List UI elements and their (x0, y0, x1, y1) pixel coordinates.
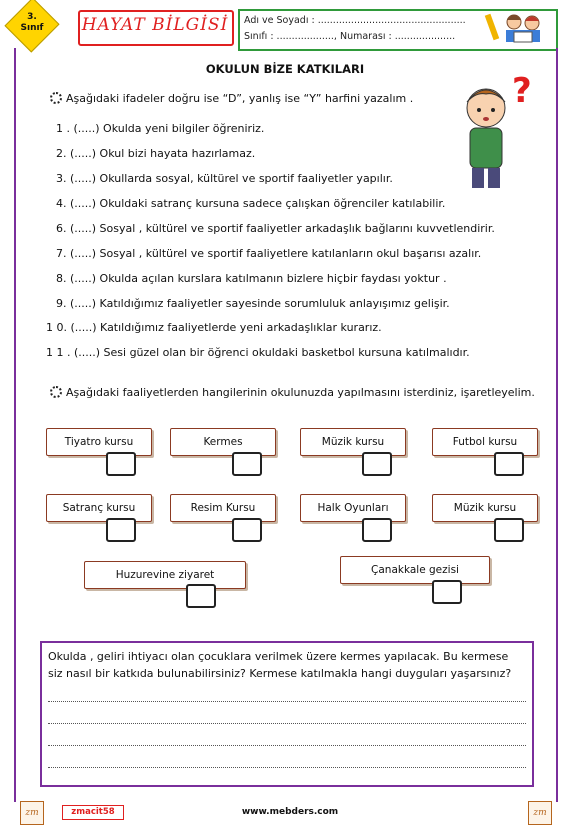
answer-line[interactable] (48, 745, 526, 746)
checkbox-halk-oyunlari[interactable] (362, 518, 392, 542)
statement-11[interactable]: 1 1 . (.....) Sesi güzel olan bir öğrenci okuldaki basketbol kursuna katılmalıdır. (46, 346, 470, 359)
checkbox-huzurevine-ziyaret[interactable] (186, 584, 216, 608)
corner-logo: zm (20, 801, 44, 825)
checkbox-futbol-kursu[interactable] (494, 452, 524, 476)
kids-reading-icon (484, 10, 550, 46)
author-badge: zmacit58 (62, 805, 124, 820)
activity-futbol-kursu: Futbol kursu (432, 428, 538, 456)
activity-muzik-kursu: Müzik kursu (300, 428, 406, 456)
class-number-field[interactable]: Sınıfı : ..................., Numarası : .................... (244, 31, 456, 42)
checkbox-muzik-kursu-2[interactable] (494, 518, 524, 542)
statement-9[interactable]: 9. (.....) Katıldığımız faaliyetler sayesinde sorumluluk anlayışımız gelişir. (56, 297, 450, 310)
statement-7[interactable]: 7. (.....) Sosyal , kültürel ve sportif faaliyetlere katılanların okul başarısı azalır. (56, 247, 482, 260)
activity-resim-kursu: Resim Kursu (170, 494, 276, 522)
svg-text:?: ? (512, 71, 532, 111)
statement-3[interactable]: 3. (.....) Okullarda sosyal, kültürel ve sportif faaliyetler yapılır. (56, 172, 393, 185)
statement-8[interactable]: 8. (.....) Okulda açılan kurslara katılmanın bizlere hiçbir faydası yoktur . (56, 272, 447, 285)
activity-muzik-kursu-2: Müzik kursu (432, 494, 538, 522)
checkbox-resim-kursu[interactable] (232, 518, 262, 542)
checkbox-satranc-kursu[interactable] (106, 518, 136, 542)
checkbox-kermes[interactable] (232, 452, 262, 476)
activity-canakkale-gezisi: Çanakkale gezisi (340, 556, 490, 584)
thinking-boy-icon (456, 70, 542, 192)
grade-label: 3. Sınıf (20, 12, 44, 33)
checkbox-tiyatro-kursu[interactable] (106, 452, 136, 476)
statement-4[interactable]: 4. (.....) Okuldaki satranç kursuna sadece çalışkan öğrenciler katılabilir. (56, 197, 446, 210)
answer-line[interactable] (48, 701, 526, 702)
site-url[interactable]: www.mebders.com (241, 807, 339, 817)
sheet-title: OKULUN BİZE KATKILARI (205, 62, 365, 76)
bullet-icon (50, 92, 62, 104)
activity-kermes: Kermes (170, 428, 276, 456)
answer-line[interactable] (48, 767, 526, 768)
statement-2[interactable]: 2. (.....) Okul bizi hayata hazırlamaz. (56, 147, 256, 160)
bullet-icon (50, 386, 62, 398)
checkbox-muzik-kursu[interactable] (362, 452, 392, 476)
activity-tiyatro-kursu: Tiyatro kursu (46, 428, 152, 456)
answer-line[interactable] (48, 723, 526, 724)
corner-logo: zm (528, 801, 552, 825)
checkbox-canakkale-gezisi[interactable] (432, 580, 462, 604)
section1-instruction: Aşağıdaki ifadeler doğru ise “D”, yanlış ise “Y” harfini yazalım . (50, 92, 413, 105)
section2-instruction: Aşağıdaki faaliyetlerden hangilerinin okulunuzda yapılmasını isterdiniz, işaretleyelim. (50, 386, 535, 399)
activity-halk-oyunlari: Halk Oyunları (300, 494, 406, 522)
activity-huzurevine-ziyaret: Huzurevine ziyaret (84, 561, 246, 589)
activity-satranc-kursu: Satranç kursu (46, 494, 152, 522)
statement-1[interactable]: 1 . (.....) Okulda yeni bilgiler öğreniriz. (56, 122, 265, 135)
name-field[interactable]: Adı ve Soyadı : ................................................. (244, 15, 466, 26)
subject-title: HAYAT BİLGİSİ (81, 15, 229, 35)
statement-10[interactable]: 1 0. (.....) Katıldığımız faaliyetlerde yeni arkadaşlıklar kurarız. (46, 321, 382, 334)
statement-6[interactable]: 6. (.....) Sosyal , kültürel ve sportif faaliyetler arkadaşlık bağlarını kuvvetlendirir. (56, 222, 495, 235)
open-question: Okulda , geliri ihtiyacı olan çocuklara verilmek üzere kermes yapılacak. Bu kermese siz nasıl bir katkıda bulunabilirsiniz? Kermese katılmakla hangi duyguları yaşarsınız? (48, 650, 512, 680)
